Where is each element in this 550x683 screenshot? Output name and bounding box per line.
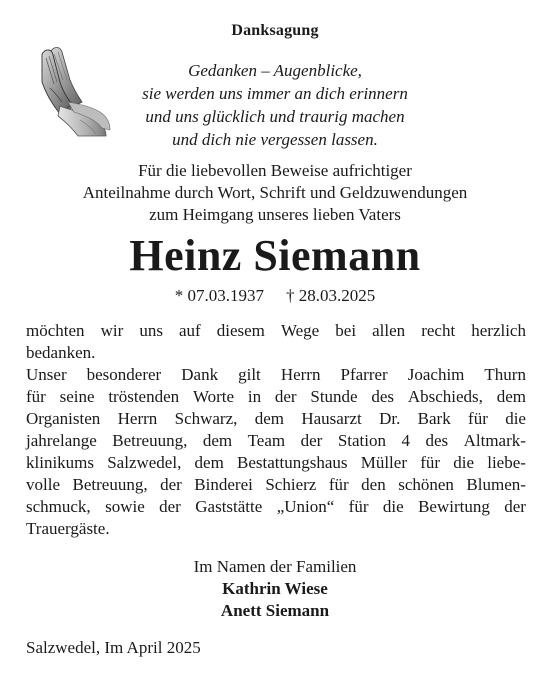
body-word: die (453, 453, 475, 472)
signatory: Kathrin Wiese (222, 579, 328, 598)
body-word: bei (335, 321, 357, 340)
body-word: für (348, 497, 369, 516)
poem-line: und uns glücklich und traurig machen (145, 107, 405, 126)
place-date-signoff: Salzwedel, Im April 2025 (26, 638, 201, 657)
body-word: Trauergäste. (26, 519, 110, 538)
body-word: Joachim (407, 365, 465, 384)
body-word: 4 (401, 431, 410, 450)
poem (100, 59, 450, 151)
body-word: der (160, 475, 182, 494)
body-word: Herrn (280, 365, 321, 384)
intro-line: Für die liebevollen Beweise aufrichtiger (138, 161, 412, 180)
body-word: für (420, 453, 441, 472)
body-word: besonderer (86, 365, 162, 384)
body-word: seine (59, 387, 95, 406)
body-line (26, 364, 526, 386)
body-word: volle (26, 475, 60, 494)
intro-line: Anteilnahme durch Wort, Schrift und Geldzuwendungen (82, 183, 468, 202)
body-word: Müller (360, 453, 407, 472)
thanks-body (26, 320, 526, 540)
deceased-name: Heinz Siemann (129, 231, 421, 280)
body-word: der (274, 387, 297, 406)
body-line (26, 320, 526, 342)
body-word: gilt (238, 365, 261, 384)
body-word: dem (194, 453, 224, 472)
body-word: Gaststätte (195, 497, 263, 516)
body-word: wir (100, 321, 124, 340)
body-word: des (425, 431, 449, 450)
body-word: Betreuung, (72, 475, 148, 494)
body-word: Altmark- (463, 431, 526, 450)
body-word: uns (139, 321, 163, 340)
body-word: liebe- (487, 453, 526, 472)
body-word: dem (254, 409, 284, 428)
body-word: für (468, 409, 488, 428)
body-word: der (504, 497, 526, 516)
body-word: „Union“ (276, 497, 335, 516)
body-word: Binderei (194, 475, 253, 494)
body-word: schönen (398, 475, 454, 494)
body-word: Bestattungshaus (237, 453, 348, 472)
body-word: Wege (280, 321, 320, 340)
signatory: Anett Siemann (220, 601, 330, 620)
body-word: bedanken. (26, 343, 96, 362)
closing-block (0, 556, 550, 622)
body-line (26, 430, 526, 452)
body-word: Organisten (26, 409, 101, 428)
body-word: Hausarzt (301, 409, 362, 428)
body-word: auf (178, 321, 201, 340)
praying-hands-icon (20, 40, 112, 140)
body-word: Bewirtung (418, 497, 490, 516)
body-word: Stunde (310, 387, 358, 406)
body-word: jahrelange (26, 431, 97, 450)
body-word: für (26, 387, 46, 406)
body-line (26, 518, 526, 540)
body-word: der (159, 497, 181, 516)
body-word: Schwarz, (174, 409, 238, 428)
body-word: des (371, 387, 395, 406)
body-line (26, 408, 526, 430)
intro-text (0, 160, 550, 226)
poem-line: und dich nie vergessen lassen. (172, 130, 378, 149)
body-word: die (505, 409, 526, 428)
body-line (26, 452, 526, 474)
body-word: Bark (417, 409, 451, 428)
body-word: allen (372, 321, 406, 340)
body-word: Dank (181, 365, 219, 384)
poem-line: sie werden uns immer an dich erinnern (142, 84, 408, 103)
notice-heading: Danksagung (231, 22, 319, 39)
body-word: diesem (216, 321, 265, 340)
body-word: dem (202, 431, 233, 450)
body-word: Team (247, 431, 286, 450)
body-word: der (300, 431, 323, 450)
body-word: Abschieds, (407, 387, 483, 406)
life-dates (0, 285, 550, 307)
body-word: Salzwedel, (107, 453, 182, 472)
body-word: tröstenden (108, 387, 180, 406)
body-line (26, 496, 526, 518)
body-word: Pfarrer (340, 365, 388, 384)
body-word: in (247, 387, 262, 406)
body-word: herzlich (471, 321, 526, 340)
body-word: Thurn (484, 365, 526, 384)
body-word: möchten (26, 321, 85, 340)
body-word: Dr. (379, 409, 401, 428)
body-line (26, 386, 526, 408)
body-word: die (382, 497, 404, 516)
body-word: für (328, 475, 349, 494)
body-word: Betreuung, (112, 431, 188, 450)
closing-line: Im Namen der Familien (193, 557, 357, 576)
body-word: Worte (192, 387, 235, 406)
body-word: schmuck, (26, 497, 91, 516)
body-word: Unser (26, 365, 67, 384)
body-word: klinikums (26, 453, 95, 472)
body-word: Station (337, 431, 386, 450)
body-word: Herrn (117, 409, 158, 428)
body-word: sowie (105, 497, 145, 516)
body-line (26, 474, 526, 496)
body-line (26, 342, 526, 364)
body-word: recht (421, 321, 456, 340)
body-word: den (361, 475, 386, 494)
body-word: Blumen- (466, 475, 526, 494)
birth-date: * 07.03.1937 (174, 286, 264, 305)
death-date: † 28.03.2025 (286, 286, 376, 305)
body-word: dem (496, 387, 526, 406)
intro-line: zum Heimgang unseres lieben Vaters (149, 205, 401, 224)
poem-line: Gedanken – Augenblicke, (188, 61, 362, 80)
body-word: Schierz (265, 475, 317, 494)
